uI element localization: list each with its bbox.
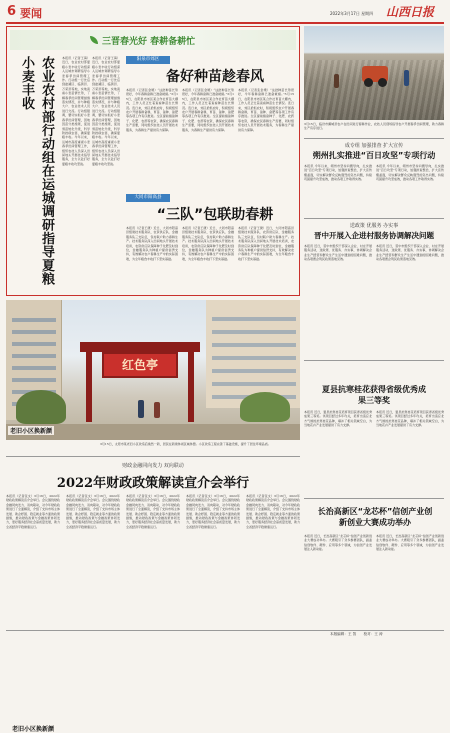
divider	[304, 498, 444, 499]
article2-kicker-text: 大同市阳高县	[134, 195, 162, 200]
person-figure	[334, 74, 339, 88]
photo-label: 老旧小区换新颜	[12, 726, 55, 733]
footer-rule	[6, 630, 444, 631]
article2-body-c: 本报讯（记者王捷）近日，大同市阳高县组建技术服务队、农资供应队、金融服务队三支队伍，包村联户助力春耕生产。技术服务队深入田间地头开展技术培训，农资供应队保障种子化肥及时到位，金融服务队为种植户提供信贷支持，有效解决农户春耕生产中的实际困难，为全年粮食丰收打下坚实基础。	[238, 226, 294, 261]
tree-shape	[16, 390, 66, 424]
pavilion-pillar	[86, 352, 92, 422]
page-number: 6	[7, 4, 17, 19]
tractor-wheel	[364, 78, 373, 87]
bottom-body-c: 本报讯（记者张文）3月16日，2022年财政政策解读宣介会举行。会议围绕财政金融同向发力、双向联动，对今年财政政策进行了全面解读，介绍了支持市场主体发展、助企纾困、稳定就业等方面的政策措施，推动财政政策与金融政策协同发力，更好服务经济社会高质量发展，助力全省经济平稳健康运行。	[126, 494, 181, 529]
farm-photo	[304, 26, 444, 120]
right3-body-b: 本报讯 近日，夏县抗寒桂花培育项目获得省级优秀成果三等奖。该项目经过多年攻关，培育出适应北方气候的抗寒桂花品种，填补了相关领域空白，为当地花卉产业发展提供了有力支撑。	[376, 410, 444, 428]
divider	[304, 360, 444, 361]
community-photo-caption: 3月15日，太原市某老旧小区改造后焕然一新，居民在新建休闲区域休憩。小区改造工程完善了基础设施，提升了居住环境品质。	[100, 442, 271, 446]
person-figure	[138, 400, 144, 418]
right3-body-a: 本报讯 近日，夏县抗寒桂花培育项目获得省级优秀成果三等奖。该项目经过多年攻关，培育出适应北方气候的抗寒桂花品种，填补了相关领域空白，为当地花卉产业发展提供了有力支撑。	[304, 410, 372, 428]
bottom-headline: 2022年财政政策解读宣介会举行	[56, 476, 250, 491]
article2-body-b: 本报讯（记者王捷）近日，大同市阳高县组建技术服务队、农资供应队、金融服务队三支队伍，包村联户助力春耕生产。技术服务队深入田间地头开展技术培训，农资供应队保障种子化肥及时到位，金融服务队为种植户提供信贷支持，有效解决农户春耕生产中的实际困难，为全年粮食丰收打下坚实基础。	[182, 226, 234, 261]
article1-body-b: 本报讯（记者张金娥）“这批种苗长势很好，今年春耕备耕已准备就绪。”3月15日，在阳泉市郊区某合作社育苗大棚内，工作人员正忙着查看种苗生长情况。连日来，郊区抢抓农时，积极组织农户开展春耕备耕，育苗、备种、备肥等各项工作有序推进。全区提前储备种子、化肥、农药等农资，确保农民春耕生产需要，同时组织农技人员开展技术服务，为春耕生产提供有力保障。	[182, 88, 234, 132]
right1-kicker: 成专组 加强排查 扩大宣传	[344, 143, 404, 149]
building-windows	[212, 308, 296, 402]
header-rule	[6, 22, 444, 24]
tree-shape	[240, 392, 290, 422]
farm-photo-caption: 3月15日，临汾市翼城县农户在田间进行春耕作业，农技人员现场指导农户开展春季田间管理，助力春耕生产有序进行。	[304, 122, 444, 131]
masthead: 山西日报	[386, 5, 435, 19]
right4-body-a: 本报讯 近日，长治高新区“龙芯杯”信创产业创新创业大赛成功举办。大赛吸引了众多参赛团队，涵盖信创软件、硬件、应用等多个领域，为信创产业发展注入新动能。	[304, 534, 372, 552]
divider	[304, 138, 444, 139]
pavilion-sign-board	[102, 352, 178, 378]
divider	[304, 218, 444, 219]
tractor-wheel	[378, 78, 387, 87]
right1-headline: 朔州扎实推进“百日攻坚”专项行动	[312, 151, 436, 160]
photo-label-tag: 老旧小区换新颜	[10, 428, 53, 435]
person-figure	[154, 402, 160, 418]
left-body: 本报讯（记者王海）近日，农业农村部夏粮小麦丰收行动组深入运城市调研指导小麦春季田间管理工作。行动组一行先后到盐湖区、临猗县、万荣县等地，实地查看小麦苗情长势，了解春季田间管理措施落实情况，并与种粮大户、农业技术人员进行交流。行动组强调，要切实抓好小麦春季田间管理，因地因苗分类施策，促进弱苗转化升级，科学防控病虫害，确保夏粮丰收。今年以来，运城市高度重视小麦春季田间管理工作，组织农技人员深入田间地头开展技术指导服务，全力以赴打好夏粮丰收攻坚战。	[62, 56, 90, 166]
left-headline: 农业农村部行动组在运城调研指导夏粮小麦丰收	[19, 56, 54, 286]
bottom-body-a: 本报讯（记者张文）3月16日，2022年财政政策解读宣介会举行。会议围绕财政金融同向发力、双向联动，对今年财政政策进行了全面解读，介绍了支持市场主体发展、助企纾困、稳定就业等方面的政策措施，推动财政政策与金融政策协同发力，更好服务经济社会高质量发展，助力全省经济平稳健康运行。	[6, 494, 61, 529]
right3-headline: 夏县抗寒桂花获得省级优秀成果三等奖	[322, 385, 426, 405]
pavilion-pillar	[188, 352, 194, 422]
article2-kicker	[126, 194, 170, 202]
issue-date: 2022年3月17日 星期四	[330, 11, 374, 16]
divider	[6, 456, 300, 457]
bottom-kicker: 财政金融同向发力 双向联动	[122, 463, 184, 469]
pavilion-roof	[80, 342, 200, 352]
feature-banner	[10, 30, 296, 50]
right2-body-b: 本报讯 近日，晋中市组织干部深入企业、村庄开展服务活动，送政策、优服务、办实事，协调解决企业生产经营和群众生产生活中遇到的困难问题，推动各项惠企利民政策落地见效。	[376, 244, 444, 262]
section-name: 要闻	[20, 7, 42, 20]
article1-kicker-text: 阳泉市郊区	[136, 57, 160, 62]
banner-title: 三晋春光好 春耕备耕忙	[102, 37, 196, 47]
right4-body-b: 本报讯 近日，长治高新区“龙芯杯”信创产业创新创业大赛成功举办。大赛吸引了众多参赛团队，涵盖信创软件、硬件、应用等多个领域，为信创产业发展注入新动能。	[376, 534, 444, 552]
page-header	[0, 0, 450, 24]
pavilion-sign-text: 红色亭	[121, 358, 158, 372]
bottom-body-d: 本报讯（记者张文）3月16日，2022年财政政策解读宣介会举行。会议围绕财政金融同向发力、双向联动，对今年财政政策进行了全面解读，介绍了支持市场主体发展、助企纾困、稳定就业等方面的政策措施，推动财政政策与金融政策协同发力，更好服务经济社会高质量发展，助力全省经济平稳健康运行。	[186, 494, 241, 529]
article1-body-c: 本报讯（记者张金娥）“这批种苗长势很好，今年春耕备耕已准备就绪。”3月15日，在阳泉市郊区某合作社育苗大棚内，工作人员正忙着查看种苗生长情况。连日来，郊区抢抓农时，积极组织农户开展春耕备耕，育苗、备种、备肥等各项工作有序推进。全区提前储备种子、化肥、农药等农资，确保农民春耕生产需要，同时组织农技人员开展技术服务，为春耕生产提供有力保障。	[238, 88, 294, 132]
right4-headline: 长治高新区“龙芯杯”信创产业创新创业大赛成功举办	[317, 507, 433, 527]
right2-body-a: 本报讯 近日，晋中市组织干部深入企业、村庄开展服务活动，送政策、优服务、办实事，协调解决企业生产经营和群众生产生活中遇到的困难问题，推动各项惠企利民政策落地见效。	[304, 244, 372, 262]
leaf-icon	[90, 36, 98, 44]
article2-body-a: 本报讯（记者王捷）近日，大同市阳高县组建技术服务队、农资供应队、金融服务队三支队伍，包村联户助力春耕生产。技术服务队深入田间地头开展技术培训，农资供应队保障种子化肥及时到位，金融服务队为种植户提供信贷支持，有效解决农户春耕生产中的实际困难，为全年粮食丰收打下坚实基础。	[126, 226, 178, 261]
article1-body-a: 本报讯（记者张金娥）“这批种苗长势很好，今年春耕备耕已准备就绪。”3月15日，在阳泉市郊区某合作社育苗大棚内，工作人员正忙着查看种苗生长情况。连日来，郊区抢抓农时，积极组织农户开展春耕备耕，育苗、备种、备肥等各项工作有序推进。全区提前储备种子、化肥、农药等农资，确保农民春耕生产需要，同时组织农技人员开展技术服务，为春耕生产提供有力保障。	[126, 88, 178, 132]
article2-headline: “三队”包联助春耕	[156, 207, 274, 223]
article1-kicker	[126, 56, 170, 64]
right1-body-b: 本报讯 今年以来，朔州市坚持问题导向，扎实推进“百日攻坚”专项行动，加强排查整治，扩大宣传覆盖面，切实解决群众反映强烈的突出问题，持续巩固提升攻坚成效，推动各项工作取得实效。	[376, 164, 444, 182]
left-body-2: 本报讯（记者王海）近日，农业农村部夏粮小麦丰收行动组深入运城市调研指导小麦春季田间管理工作。行动组一行先后到盐湖区、临猗县、万荣县等地，实地查看小麦苗情长势，了解春季田间管理措施落实情况，并与种粮大户、农业技术人员进行交流。行动组强调，要切实抓好小麦春季田间管理，因地因苗分类施策，促进弱苗转化升级，科学防控病虫害，确保夏粮丰收。今年以来，运城市高度重视小麦春季田间管理工作，组织农技人员深入田间地头开展技术指导服务，全力以赴打好夏粮丰收攻坚战。	[92, 56, 120, 166]
footer-credit: 本版编辑：王 智 校对：王 涛	[330, 632, 383, 636]
article1-headline: 备好种苗趁春风	[166, 69, 264, 85]
bottom-body-e: 本报讯（记者张文）3月16日，2022年财政政策解读宣介会举行。会议围绕财政金融同向发力、双向联动，对今年财政政策进行了全面解读，介绍了支持市场主体发展、助企纾困、稳定就业等方面的政策措施，推动财政政策与金融政策协同发力，更好服务经济社会高质量发展，助力全省经济平稳健康运行。	[246, 494, 301, 529]
right2-kicker: 送政策 优服务 办实事	[349, 223, 399, 229]
bottom-body-b: 本报讯（记者张文）3月16日，2022年财政政策解读宣介会举行。会议围绕财政金融同向发力、双向联动，对今年财政政策进行了全面解读，介绍了支持市场主体发展、助企纾困、稳定就业等方面的政策措施，推动财政政策与金融政策协同发力，更好服务经济社会高质量发展，助力全省经济平稳健康运行。	[66, 494, 121, 529]
right1-body-a: 本报讯 今年以来，朔州市坚持问题导向，扎实推进“百日攻坚”专项行动，加强排查整治，扩大宣传覆盖面，切实解决群众反映强烈的突出问题，持续巩固提升攻坚成效，推动各项工作取得实效。	[304, 164, 372, 182]
person-figure	[404, 70, 409, 86]
right2-headline: 晋中开展入企进村服务协调解决问题	[314, 231, 434, 240]
